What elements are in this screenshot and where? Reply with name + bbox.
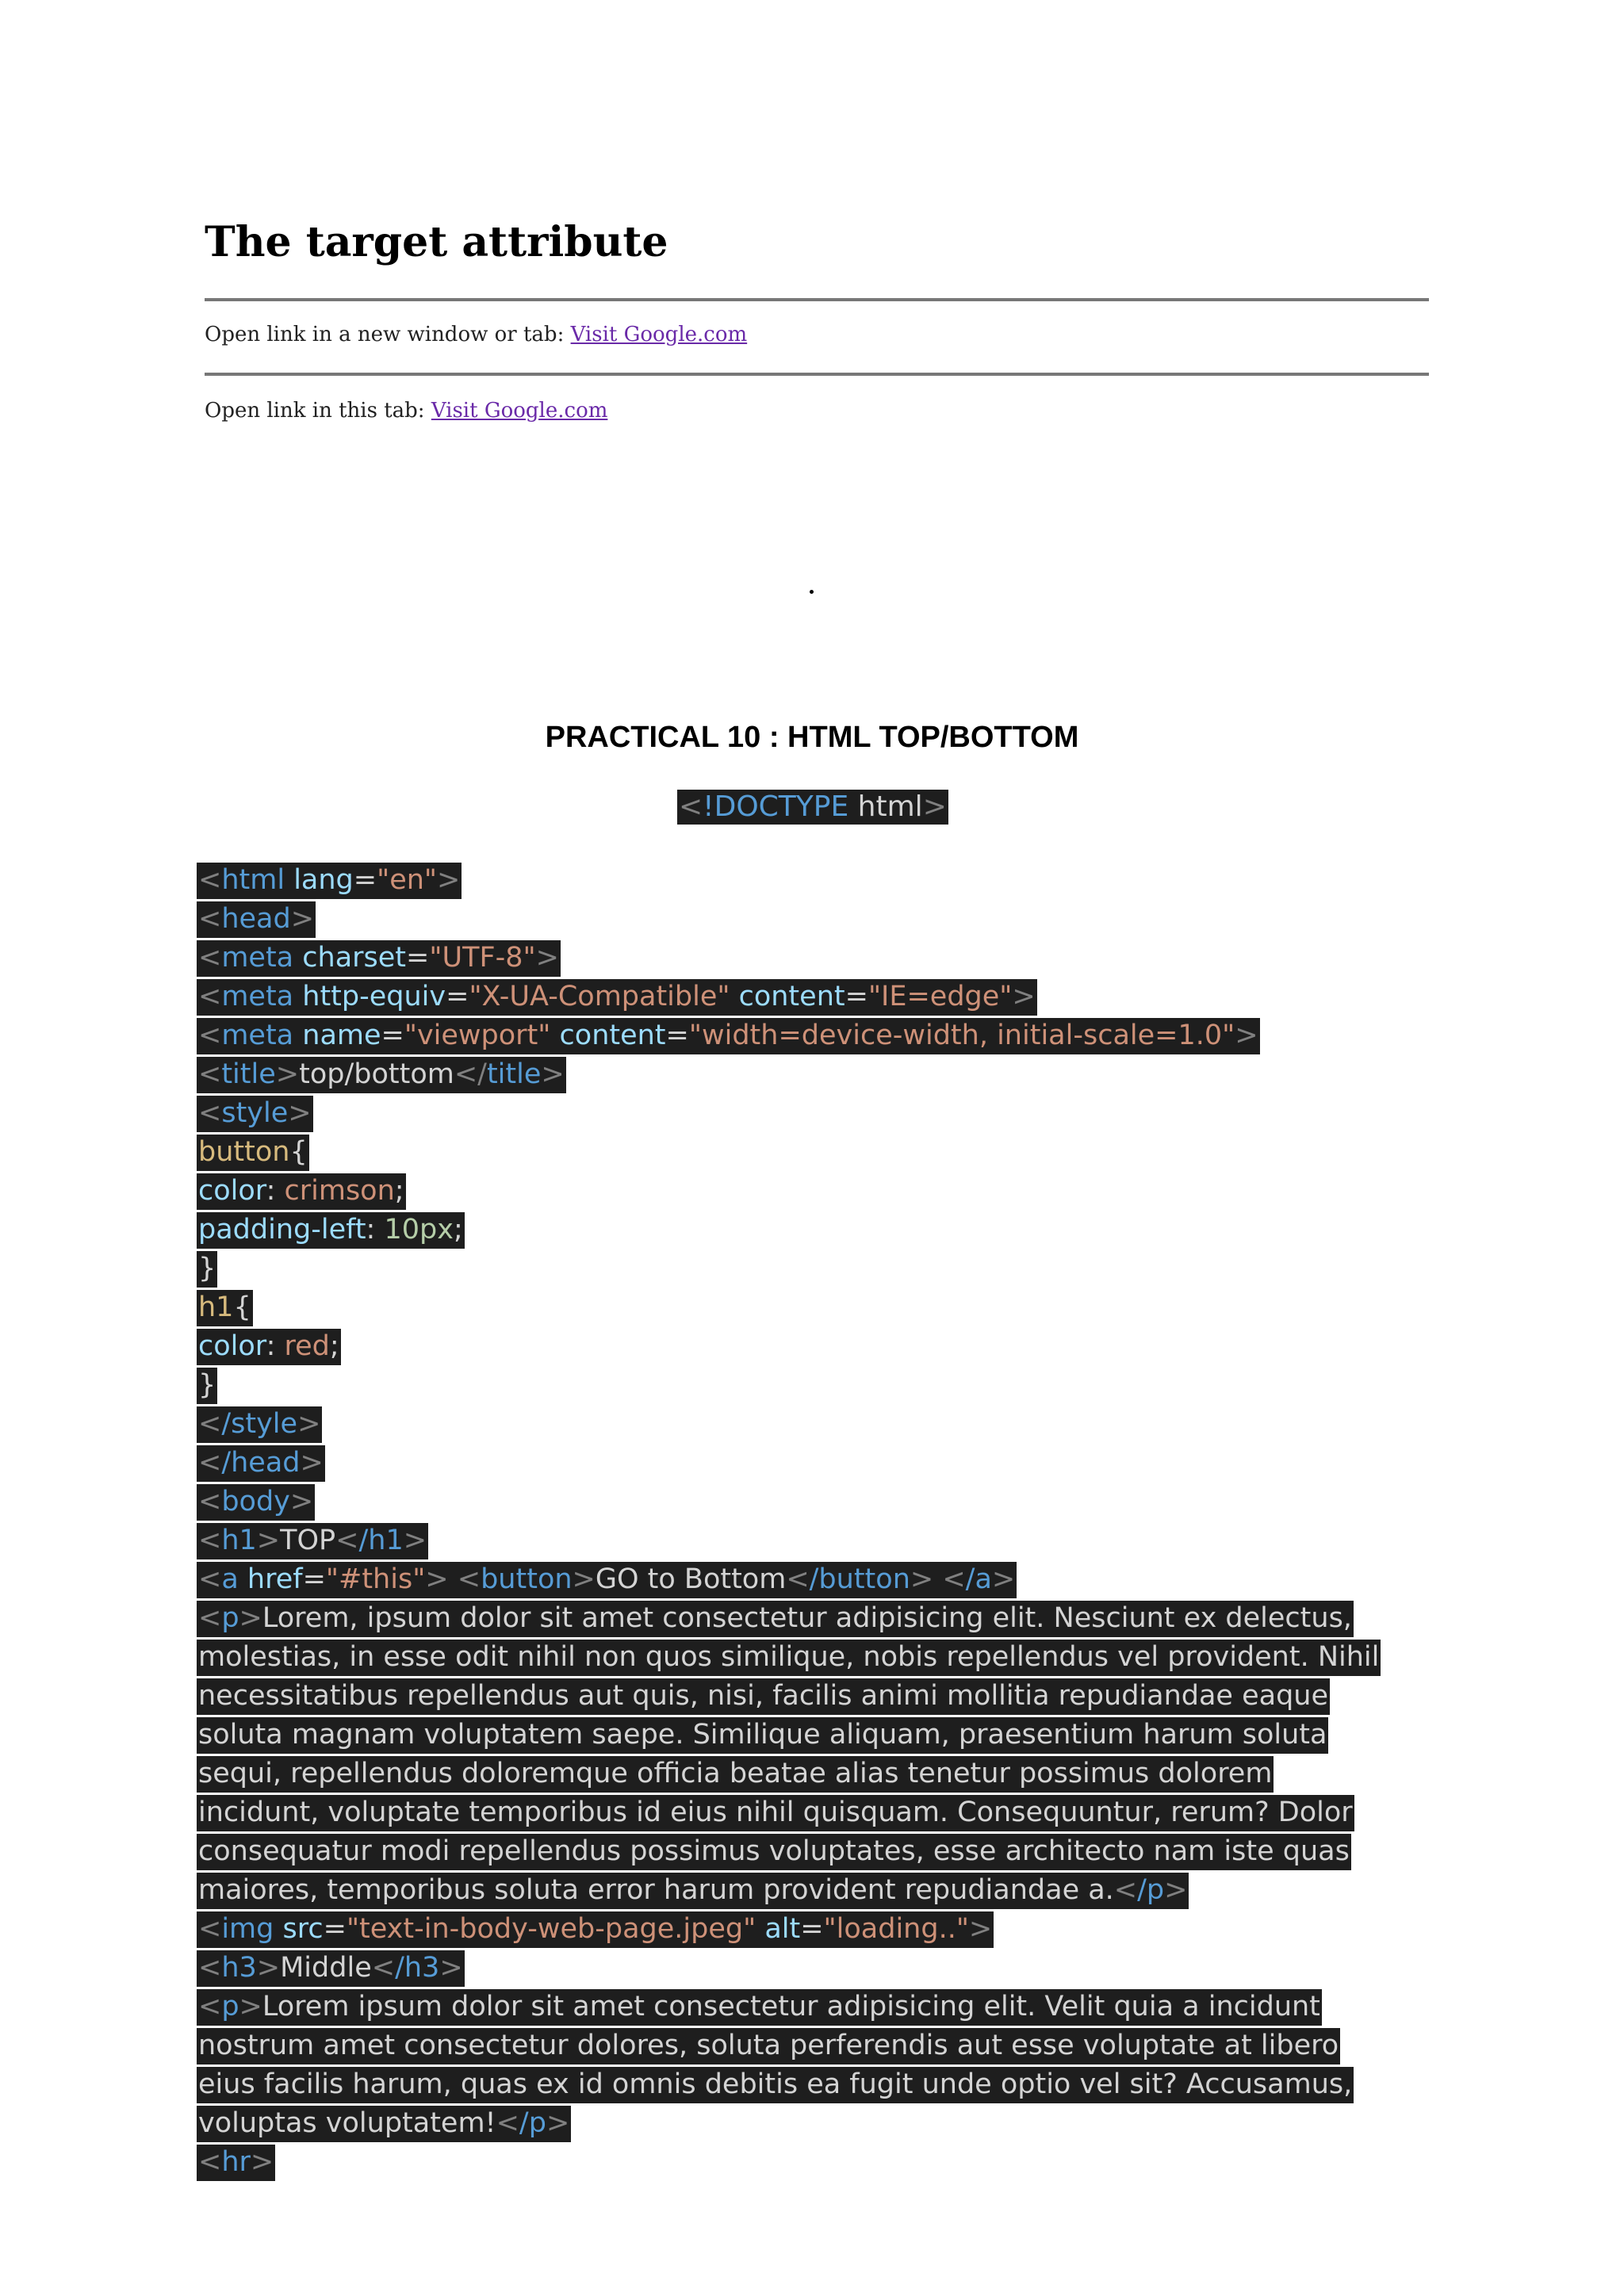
- code-line: padding-left: 10px;: [197, 1211, 1434, 1249]
- page-title: The target attribute: [205, 218, 668, 266]
- code-line: color: red;: [197, 1327, 1434, 1366]
- code-line: </style>: [197, 1405, 1434, 1444]
- code-line: incidunt, voluptate temporibus id eius nihil quisquam. Consequuntur, rerum? Dolor: [197, 1793, 1434, 1832]
- code-line: <style>: [197, 1094, 1434, 1133]
- same-tab-label: Open link in this tab:: [205, 399, 425, 423]
- horizontal-rule: [205, 298, 1429, 301]
- code-line: <meta name="viewport" content="width=device-width, initial-scale=1.0">: [197, 1016, 1434, 1055]
- code-line: color: crimson;: [197, 1172, 1434, 1211]
- code-line: nostrum amet consectetur dolores, soluta perferendis aut esse voluptate at libero: [197, 2026, 1434, 2065]
- code-line: }: [197, 1249, 1434, 1288]
- code-doctype: <!DOCTYPE html>: [679, 790, 947, 823]
- code-line: <a href="#this"> <button>GO to Bottom</button> </a>: [197, 1560, 1434, 1599]
- code-line: consequatur modi repellendus possimus voluptates, esse architecto nam iste quas: [197, 1832, 1434, 1871]
- code-line: <img src="text-in-body-web-page.jpeg" alt="loading..">: [197, 1910, 1434, 1949]
- code-line: <head>: [197, 900, 1434, 939]
- code-line: <body>: [197, 1483, 1434, 1521]
- code-line: voluptas voluptatem!</p>: [197, 2104, 1434, 2143]
- code-line: <meta charset="UTF-8">: [197, 939, 1434, 978]
- code-line: <p>Lorem ipsum dolor sit amet consectetur adipisicing elit. Velit quia a incidunt: [197, 1988, 1434, 2026]
- code-line: eius facilis harum, quas ex id omnis debitis ea fugit unde optio vel sit? Accusamus,: [197, 2065, 1434, 2104]
- new-tab-line: [205, 319, 1429, 350]
- same-tab-line: [205, 395, 1429, 427]
- visit-google-link-new-tab[interactable]: Visit Google.com: [570, 323, 748, 346]
- code-line: <h1>TOP</h1>: [197, 1521, 1434, 1560]
- code-line: }: [197, 1366, 1434, 1405]
- code-line: molestias, in esse odit nihil non quos similique, nobis repellendus vel provident. Nihil: [197, 1638, 1434, 1677]
- code-line: sequi, repellendus doloremque officia beatae alias tenetur possimus dolorem: [197, 1755, 1434, 1793]
- code-line: <hr>: [197, 2143, 1434, 2182]
- dot-mark: [810, 590, 814, 594]
- rendered-page-section: [205, 212, 1429, 427]
- code-line: button{: [197, 1133, 1434, 1172]
- code-line: </head>: [197, 1444, 1434, 1483]
- new-tab-label: Open link in a new window or tab:: [205, 323, 565, 346]
- code-line: <title>top/bottom</title>: [197, 1055, 1434, 1094]
- code-line: maiores, temporibus soluta error harum provident repudiandae a.</p>: [197, 1871, 1434, 1910]
- code-line: necessitatibus repellendus aut quis, nisi, facilis animi mollitia repudiandae eaque: [197, 1677, 1434, 1716]
- code-line: soluta magnam voluptatem saepe. Similique aliquam, praesentium harum soluta: [197, 1716, 1434, 1755]
- practical-heading: PRACTICAL 10 : HTML TOP/BOTTOM: [545, 721, 1079, 754]
- code-line: <meta http-equiv="X-UA-Compatible" content="IE=edge">: [197, 978, 1434, 1016]
- visit-google-link-same-tab[interactable]: Visit Google.com: [431, 399, 608, 423]
- code-line: <html lang="en">: [197, 861, 1434, 900]
- code-line: <p>Lorem, ipsum dolor sit amet consectetur adipisicing elit. Nesciunt ex delectus,: [197, 1599, 1434, 1638]
- code-line: <h3>Middle</h3>: [197, 1949, 1434, 1988]
- horizontal-rule: [205, 373, 1429, 376]
- code-block: [197, 861, 1434, 2182]
- code-line: h1{: [197, 1288, 1434, 1327]
